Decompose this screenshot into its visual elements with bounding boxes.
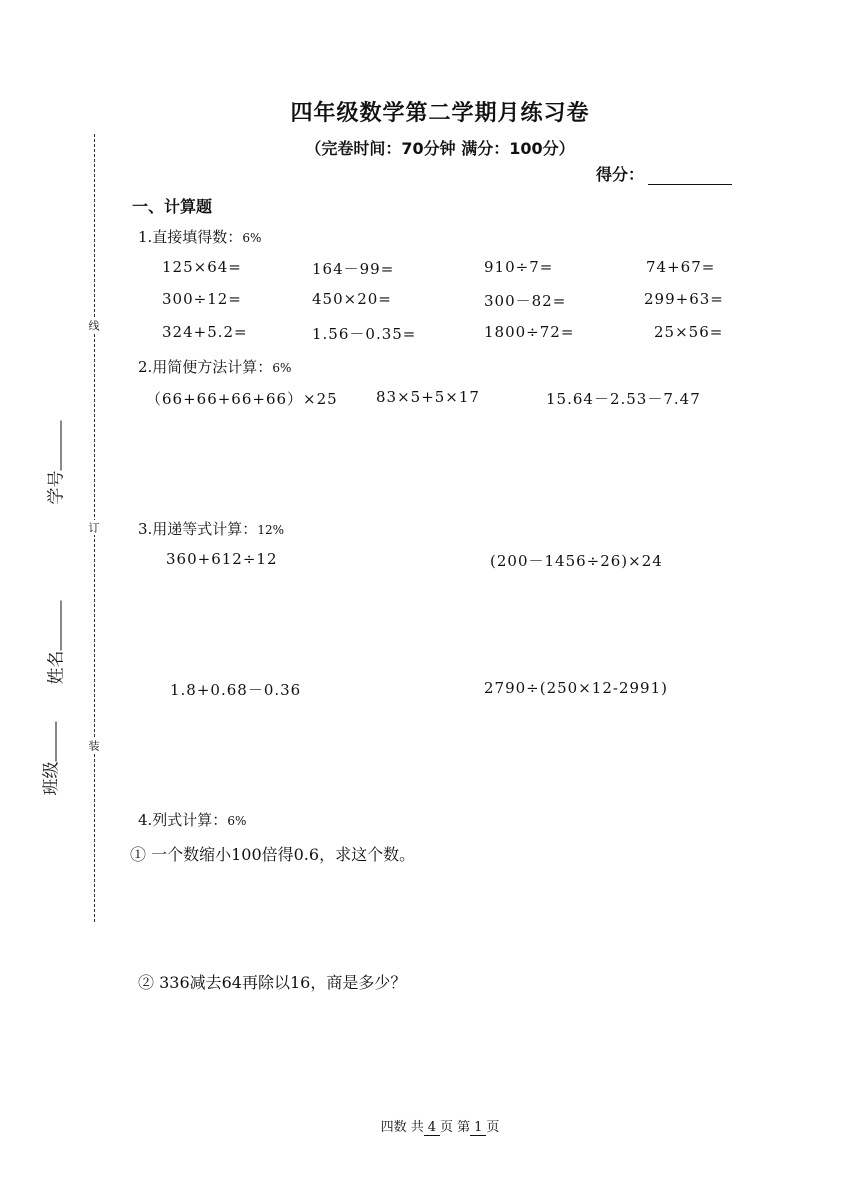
q2-item: 83×5+5×17	[376, 388, 480, 406]
q4-heading	[138, 809, 246, 830]
footer-suffix: 页	[486, 1120, 500, 1135]
q2-item: （66+66+66+66）×25	[146, 390, 338, 408]
page-title: 四年级数学第二学期月练习卷	[290, 101, 590, 126]
class-field[interactable]	[37, 726, 62, 796]
q1-heading	[138, 226, 261, 247]
q1-item: 910÷7=	[484, 258, 554, 276]
q1-item: 300－82=	[484, 292, 567, 310]
q1-label: 1.直接填得数：	[138, 228, 243, 246]
q1-item: 74+67=	[646, 258, 716, 276]
q2-percent: 6%	[272, 361, 292, 375]
q3-label: 3.用递等式计算：	[138, 520, 258, 538]
q1-item: 125×64=	[162, 258, 242, 276]
binding-mark-line: 线	[87, 320, 100, 331]
q1-item: 164－99=	[312, 260, 395, 278]
q3-item: 2790÷(250×12-2991)	[484, 679, 668, 697]
q4-item: ② 336减去64再除以16，商是多少？	[138, 973, 407, 992]
footer-current-page: 1	[470, 1120, 486, 1136]
binding-mark-order: 订	[87, 522, 100, 533]
q1-item: 324+5.2=	[162, 323, 248, 341]
q4-percent: 6%	[227, 814, 247, 828]
page-footer	[0, 1116, 860, 1136]
q1-percent: 6%	[242, 231, 262, 245]
q1-item: 300÷12=	[162, 290, 242, 308]
student-name-field[interactable]	[42, 605, 67, 685]
q1-item: 25×56=	[654, 323, 724, 341]
q3-item: 360+612÷12	[166, 550, 278, 568]
score-label: 得分：	[596, 165, 645, 184]
student-name-label: 姓名	[46, 650, 67, 685]
q1-item: 1800÷72=	[484, 323, 575, 341]
q2-item: 15.64－2.53－7.47	[546, 390, 701, 408]
exam-info: （完卷时间：70分钟 满分：100分）	[305, 139, 575, 158]
q2-label: 2.用简便方法计算：	[138, 358, 273, 376]
q4-label: 4.列式计算：	[138, 811, 228, 829]
class-label: 班级	[41, 761, 62, 796]
student-id-label: 学号	[46, 470, 67, 505]
section-title: 一、计算题	[132, 197, 213, 216]
q3-item: 1.8+0.68－0.36	[170, 681, 302, 699]
q1-item: 450×20=	[312, 290, 392, 308]
footer-mid: 页 第	[439, 1120, 471, 1135]
score-field[interactable]	[596, 162, 732, 185]
q1-item: 299+63=	[644, 290, 724, 308]
q3-percent: 12%	[257, 523, 284, 537]
footer-prefix: 四数 共	[380, 1120, 424, 1135]
footer-total-pages: 4	[424, 1120, 440, 1136]
binding-mark-bind: 装	[87, 740, 100, 751]
q2-heading	[138, 356, 291, 377]
student-id-field[interactable]	[42, 425, 67, 505]
score-blank[interactable]	[648, 166, 732, 185]
q3-heading	[138, 518, 284, 539]
q3-item: (200－1456÷26)×24	[490, 552, 663, 570]
q1-item: 1.56－0.35=	[312, 325, 417, 343]
q4-item: ① 一个数缩小100倍得0.6，求这个数。	[130, 845, 416, 864]
